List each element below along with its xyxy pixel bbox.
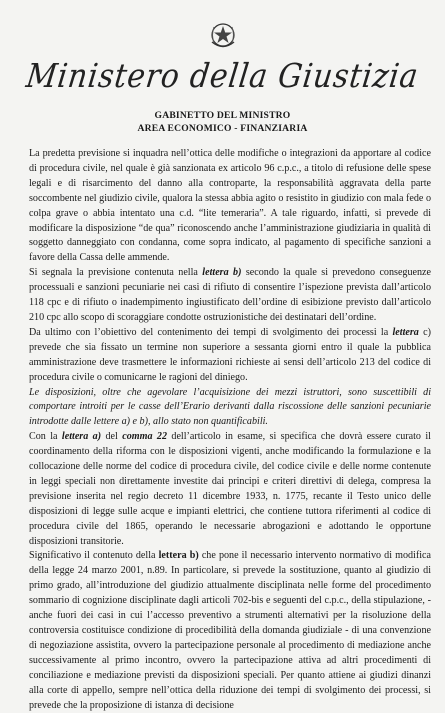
text-run: Si segnala la previsione contenuta nella bbox=[29, 267, 203, 279]
text-run: secondo la quale si prevedono conseguenze processuali e sanzioni pecuniarie nei casi di rifiuto di consentire l’ispezione prevista dall’articolo 118 cpc e di rifiuto o inadempimento ingiustificato dell’ordine di esibizione previsto dall’articolo 210 cpc allo scopo di scoraggiare condotte ostruzionistiche dei destinatari dell’ordine. bbox=[29, 267, 432, 323]
text-run: Significativo il contenuto della bbox=[29, 550, 159, 562]
text-run: Le disposizioni, oltre che agevolare l’acquisizione dei mezzi istruttori, sono suscettibili di comportare introiti per le casse dell’Erario derivanti dalla riscossione delle sanzioni pecuniarie introdotte dalle lettere a) e b), allo stato non quantificabili. bbox=[29, 386, 431, 428]
paragraph-4 bbox=[29, 386, 431, 431]
text-run: lettera a) bbox=[61, 431, 102, 443]
text-run: La predetta previsione si inquadra nell’ottica delle modifiche o integrazioni da apportare al codice di procedura civile, nel quale è già sanzionata ex articolo 96 c.p.c., a titolo di refusione delle spese legali e di risarcimento del danno alla controparte, la responsabilità aggravata della parte soccombente nel giudizio civile, qualora la stessa abbia agito o resistito in giudizio con mala fede o colpa grave o abbia intentato una c.d. “lite temeraria”. A tale riguardo, infatti, si prevede di modificare la disposizione “de qua” riconoscendo anche l’amministrazione giudiziaria in qualità di soggetto danneggiato con condanna, come sopra indicato, al pagamento di specifiche sanzioni a favore della Cassa delle ammende. bbox=[29, 148, 431, 264]
text-run: lettera b) bbox=[202, 267, 242, 279]
text-run: Da ultimo con l’obiettivo del contenimento dei tempi di svolgimento dei processi la bbox=[29, 326, 393, 338]
text-run: dell’articolo in esame, si specifica che dovrà essere curato il coordinamento della riforma con le disposizioni vigenti, anche modificando la formulazione e la collocazione delle norme del codice di procedura civile, del codice civile e delle norme contenute in leggi speciali non direttamente investite dai principi e criteri direttivi di delega, compresa la previsione inserita nel regio decreto 11 dicembre 1933, n. 1775, recante il Testo unico delle disposizioni di legge sulle acque e impianti elettrici, che contiene tuttora riferimenti al codice di procedura civile del 1865, operando le necessarie abrogazioni e adottando le opportune disposizioni transitorie. bbox=[29, 431, 431, 547]
paragraph-6 bbox=[29, 549, 431, 713]
italian-republic-emblem-icon bbox=[208, 20, 238, 52]
text-run: comma 22 bbox=[122, 431, 167, 443]
text-run: del bbox=[101, 431, 123, 443]
document-body bbox=[29, 147, 431, 713]
text-run: Con la bbox=[29, 431, 62, 443]
paragraph-1 bbox=[29, 147, 431, 266]
area-heading: AREA ECONOMICO - FINANZIARIA bbox=[137, 123, 308, 134]
paragraph-2 bbox=[29, 266, 431, 326]
paragraph-5 bbox=[29, 430, 431, 549]
paragraph-3 bbox=[29, 326, 431, 386]
text-run: lettera bbox=[392, 326, 419, 338]
text-run: c) prevede che sia fissato un termine non superiore a sessanta giorni entro il quale la pubblica amministrazione deve trasmettere le informazioni richieste ai sensi dell’articolo 213 del codice di procedura civile o comunicarne le ragioni del diniego. bbox=[29, 326, 431, 383]
office-heading: GABINETTO DEL MINISTRO bbox=[154, 110, 291, 121]
text-run: che pone il necessario intervento normativo di modifica della legge 24 marzo 2001, n.89. In particolare, si prevede la sostituzione, quanto al giudizio di primo grado, all’introduzione del giudizio attualmente disciplinata nelle forme del procedimento sommario di cognizione disciplinate dagli articoli 702-bis e seguenti del c.p.c., della stipulazione, - anche fuori dei casi in cui l’accesso preventivo a strumenti alternativi per la risoluzione della controversia costituisce condizione di procedibilità della domanda giudiziale - di una convenzione di negoziazione assistita, ovvero la partecipazione personale al procedimento di mediazione anche successivamente al primo incontro, ovvero la partecipazione attiva ad altri procedimenti di conciliazione e mediazione previsti da disposizioni speciali. Per quanto attiene ai giudizi dinanzi alla corte di appello, sempre nell’ottica della riduzione dei tempi di svolgimento dei processi, si prevede che la proposizione di istanza di decisione bbox=[29, 550, 431, 711]
ministry-title: Ministero della Giustizia bbox=[24, 56, 421, 95]
text-run: lettera b) bbox=[158, 550, 199, 562]
